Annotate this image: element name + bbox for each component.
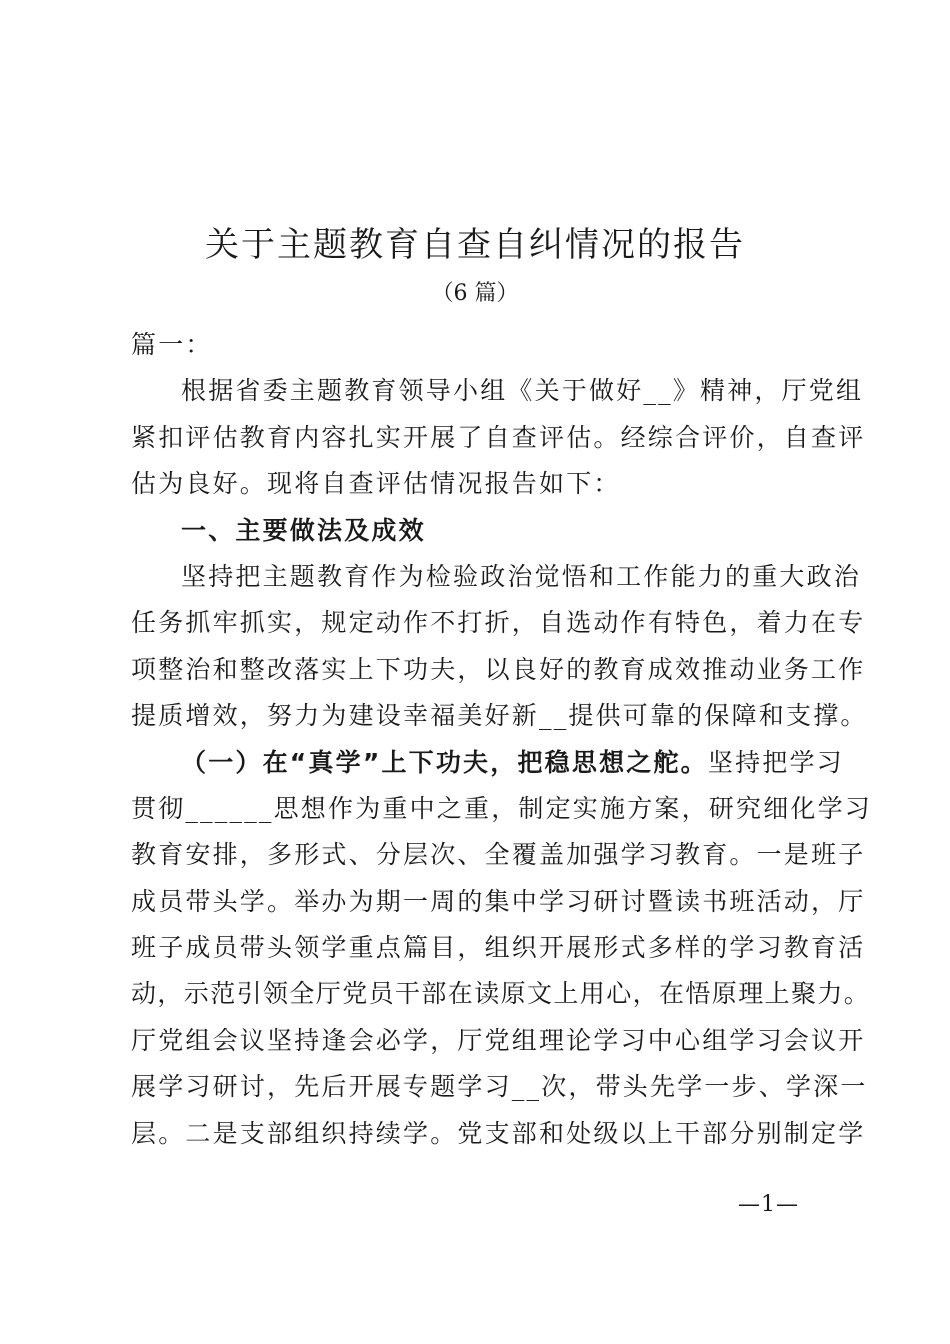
subsection-first-line	[131, 740, 851, 786]
paragraph-line: 教育安排，多形式、分层次、全覆盖加强学习教育。一是班子	[131, 840, 866, 870]
part-label: 篇一：	[131, 330, 213, 359]
paragraph-text: 坚持把学习	[707, 747, 844, 777]
document-title: 关于主题教育自查自纠情况的报告	[205, 225, 745, 265]
paragraph-line: 层。二是支部组织持续学。党支部和处级以上干部分别制定学	[131, 1118, 866, 1148]
paragraph-line: 动，示范引领全厅党员干部在读原文上用心，在悟原理上聚力。	[131, 979, 871, 1009]
paragraph-line: 展学习研讨，先后开展专题学习__次，带头先学一步、学深一	[131, 1072, 868, 1102]
section-heading: 一、主要做法及成效	[181, 515, 426, 545]
paragraph-line: 厅党组会议坚持逢会必学，厅党组理论学习中心组学习会议开	[131, 1025, 866, 1055]
paragraph-line: 估为良好。现将自查评估情况报告如下：	[131, 469, 621, 499]
paragraph-line: 坚持把主题教育作为检验政治觉悟和工作能力的重大政治	[181, 561, 862, 591]
paragraph-line: 项整治和整改落实上下功夫，以良好的教育成效推动业务工作	[131, 654, 866, 684]
document-subtitle: （6 篇）	[431, 281, 519, 306]
subsection-heading: （一）在“真学”上下功夫，把稳思想之舵。	[181, 747, 708, 777]
page-number: —1—	[738, 1192, 799, 1217]
paragraph-line: 成员带头学。举办为期一周的集中学习研讨暨读书班活动，厅	[131, 886, 866, 916]
document-body	[131, 322, 873, 1157]
paragraph-line: 紧扣评估教育内容扎实开展了自查评估。经综合评价，自查评	[131, 422, 866, 452]
paragraph-line: 根据省委主题教育领导小组《关于做好__》精神，厅党组	[181, 376, 864, 406]
paragraph-line: 班子成员带头领学重点篇目，组织开展形式多样的学习教育活	[131, 933, 866, 963]
paragraph-line: 贯彻______思想作为重中之重，制定实施方案，研究细化学习	[131, 793, 873, 823]
paragraph-line: 提质增效，努力为建设幸福美好新__提供可靠的保障和支撑。	[131, 701, 868, 731]
paragraph-line: 任务抓牢抓实，规定动作不打折，自选动作有特色，着力在专	[131, 608, 866, 638]
